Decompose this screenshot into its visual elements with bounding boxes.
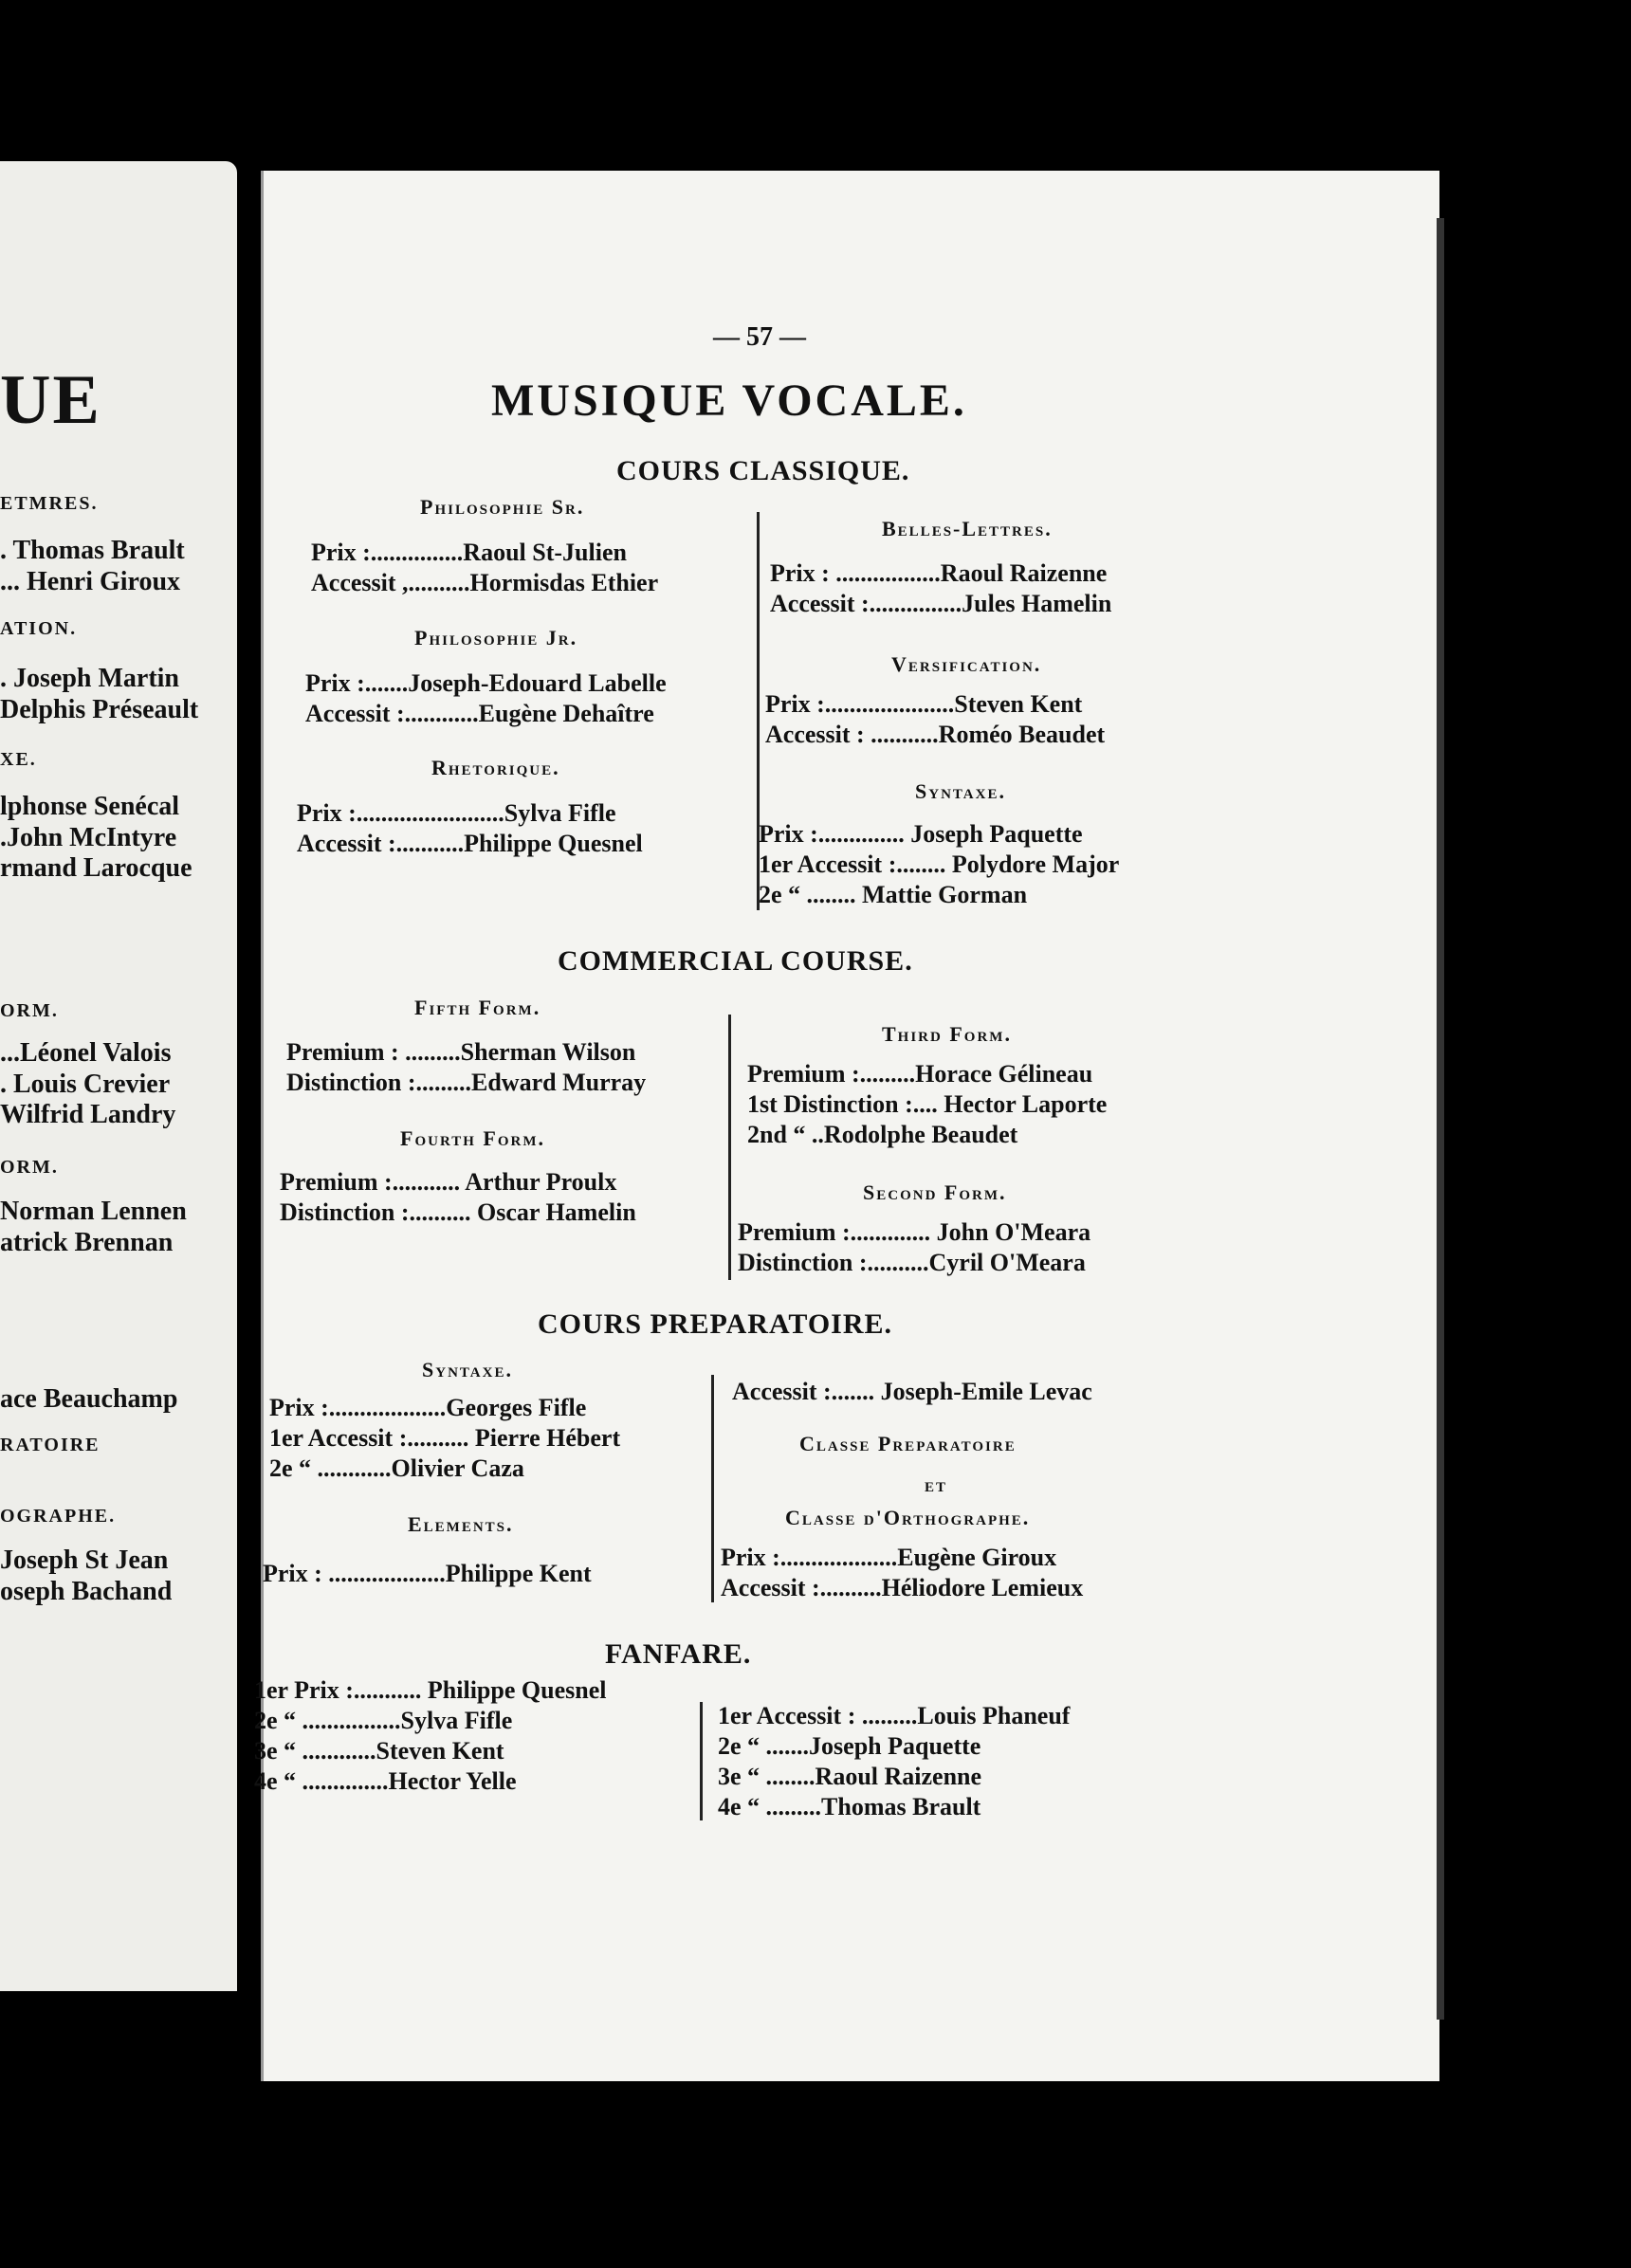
left-page-line: RATOIRE <box>0 1435 101 1455</box>
subsection-heading: Rhetorique. <box>431 756 560 779</box>
left-page-line: Norman Lennen <box>0 1197 187 1226</box>
award-line: 1er Accessit :........ Polydore Major <box>759 850 1120 878</box>
column-divider <box>711 1375 714 1602</box>
section-heading: FANFARE. <box>605 1638 752 1670</box>
award-line: 1er Accessit : .........Louis Phaneuf <box>718 1702 1071 1729</box>
award-line: Accessit :..........Héliodore Lemieux <box>721 1574 1084 1601</box>
left-page-line: oseph Bachand <box>0 1577 173 1606</box>
award-line: 2e “ ........ Mattie Gorman <box>759 881 1028 908</box>
award-line: 1st Distinction :.... Hector Laporte <box>747 1090 1108 1118</box>
award-line: 2e “ ................Sylva Fifle <box>254 1707 513 1734</box>
left-page-line: atrick Brennan <box>0 1228 174 1257</box>
subsection-heading: Belles-Lettres. <box>882 517 1053 540</box>
award-line: Accessit : ...........Roméo Beaudet <box>765 721 1106 748</box>
left-page-line: ETMRES. <box>0 493 99 514</box>
award-line: Premium : .........Sherman Wilson <box>286 1038 636 1066</box>
award-line: 3e “ ............Steven Kent <box>254 1737 504 1765</box>
subsection-heading: Syntaxe. <box>422 1358 513 1381</box>
column-divider <box>700 1702 703 1820</box>
section-heading: COURS CLASSIQUE. <box>616 455 910 486</box>
award-line: 1er Prix :........... Philippe Quesnel <box>254 1676 607 1704</box>
subsection-heading: Philosophie Sr. <box>420 495 585 519</box>
award-line: 3e “ ........Raoul Raizenne <box>718 1763 982 1790</box>
left-page-line: .John McIntyre <box>0 823 177 852</box>
award-line: Premium :........... Arthur Proulx <box>280 1168 617 1196</box>
left-page-line: rmand Larocque <box>0 853 192 883</box>
left-page-line: Delphis Préseault <box>0 695 199 724</box>
award-line: Prix : ...................Philippe Kent <box>263 1560 592 1587</box>
section-heading: COMMERCIAL COURSE. <box>558 945 913 977</box>
award-line: 2nd “ ..Rodolphe Beaudet <box>747 1121 1018 1148</box>
left-page-line: ...Léonel Valois <box>0 1038 172 1068</box>
subsection-heading: Second Form. <box>863 1180 1007 1204</box>
left-page-heading: UE <box>0 361 101 439</box>
left-page-line: Wilfrid Landry <box>0 1100 176 1129</box>
award-line: Prix : .................Raoul Raizenne <box>770 559 1108 587</box>
award-line: Distinction :.......... Oscar Hamelin <box>280 1198 636 1226</box>
column-divider <box>728 1015 731 1280</box>
award-line: Premium :............. John O'Meara <box>738 1218 1091 1246</box>
section-heading: COURS PREPARATOIRE. <box>538 1308 893 1340</box>
award-line: Accessit :....... Joseph-Emile Levac <box>732 1378 1092 1405</box>
left-page-line: ORM. <box>0 1157 59 1178</box>
page-title: MUSIQUE VOCALE. <box>491 375 967 426</box>
left-page-line: . Thomas Brault <box>0 536 185 565</box>
subsection-heading: Fifth Form. <box>414 996 541 1019</box>
left-page-line: ... Henri Giroux <box>0 567 181 596</box>
award-line: 2e “ .......Joseph Paquette <box>718 1732 981 1760</box>
award-line: 4e “ ..............Hector Yelle <box>254 1767 517 1795</box>
award-line: 2e “ ............Olivier Caza <box>269 1454 524 1482</box>
left-page-line: ace Beauchamp <box>0 1384 178 1414</box>
award-line: Accessit :...........Philippe Quesnel <box>297 830 643 857</box>
subsection-heading: Elements. <box>408 1512 514 1536</box>
subsection-heading: Fourth Form. <box>400 1126 546 1150</box>
left-page-line: OGRAPHE. <box>0 1506 117 1527</box>
award-line: Accessit :............Eugène Dehaître <box>305 700 654 727</box>
left-page-line: lphonse Senécal <box>0 792 180 821</box>
award-line: 1er Accessit :.......... Pierre Hébert <box>269 1424 621 1452</box>
award-line: Distinction :.........Edward Murray <box>286 1069 647 1096</box>
award-line: Accessit :...............Jules Hamelin <box>770 590 1112 617</box>
left-page <box>0 161 237 1991</box>
subsection-heading: Third Form. <box>882 1022 1012 1046</box>
subsection-heading: Versification. <box>891 652 1042 676</box>
award-line: Accessit ,..........Hormisdas Ethier <box>311 569 659 596</box>
subsection-heading: Classe d'Orthographe. <box>785 1506 1031 1529</box>
award-line: Prix :...................Eugène Giroux <box>721 1544 1057 1571</box>
subsection-heading: Syntaxe. <box>915 779 1006 803</box>
page-number: — 57 — <box>713 322 806 352</box>
left-page-line: XE. <box>0 749 37 770</box>
subsection-heading: Philosophie Jr. <box>414 626 578 649</box>
award-line: Distinction :..........Cyril O'Meara <box>738 1249 1086 1276</box>
left-page-line: . Joseph Martin <box>0 664 179 693</box>
left-page-line: ATION. <box>0 618 78 639</box>
left-page-line: . Louis Crevier <box>0 1070 171 1099</box>
award-line: Prix :...................Georges Fifle <box>269 1394 587 1421</box>
award-line: Prix :.............. Joseph Paquette <box>759 820 1083 848</box>
left-page-line: Joseph St Jean <box>0 1546 169 1575</box>
award-line: 4e “ .........Thomas Brault <box>718 1793 981 1820</box>
award-line: Premium :.........Horace Gélineau <box>747 1060 1093 1088</box>
page-edge <box>1437 218 1444 2020</box>
subsection-heading: et <box>925 1472 948 1496</box>
subsection-heading: Classe Preparatoire <box>799 1432 1017 1455</box>
award-line: Prix :.......Joseph-Edouard Labelle <box>305 669 667 697</box>
award-line: Prix :........................Sylva Fifle <box>297 799 616 827</box>
award-line: Prix :.....................Steven Kent <box>765 690 1083 718</box>
award-line: Prix :...............Raoul St-Julien <box>311 539 627 566</box>
left-page-line: ORM. <box>0 1000 59 1021</box>
